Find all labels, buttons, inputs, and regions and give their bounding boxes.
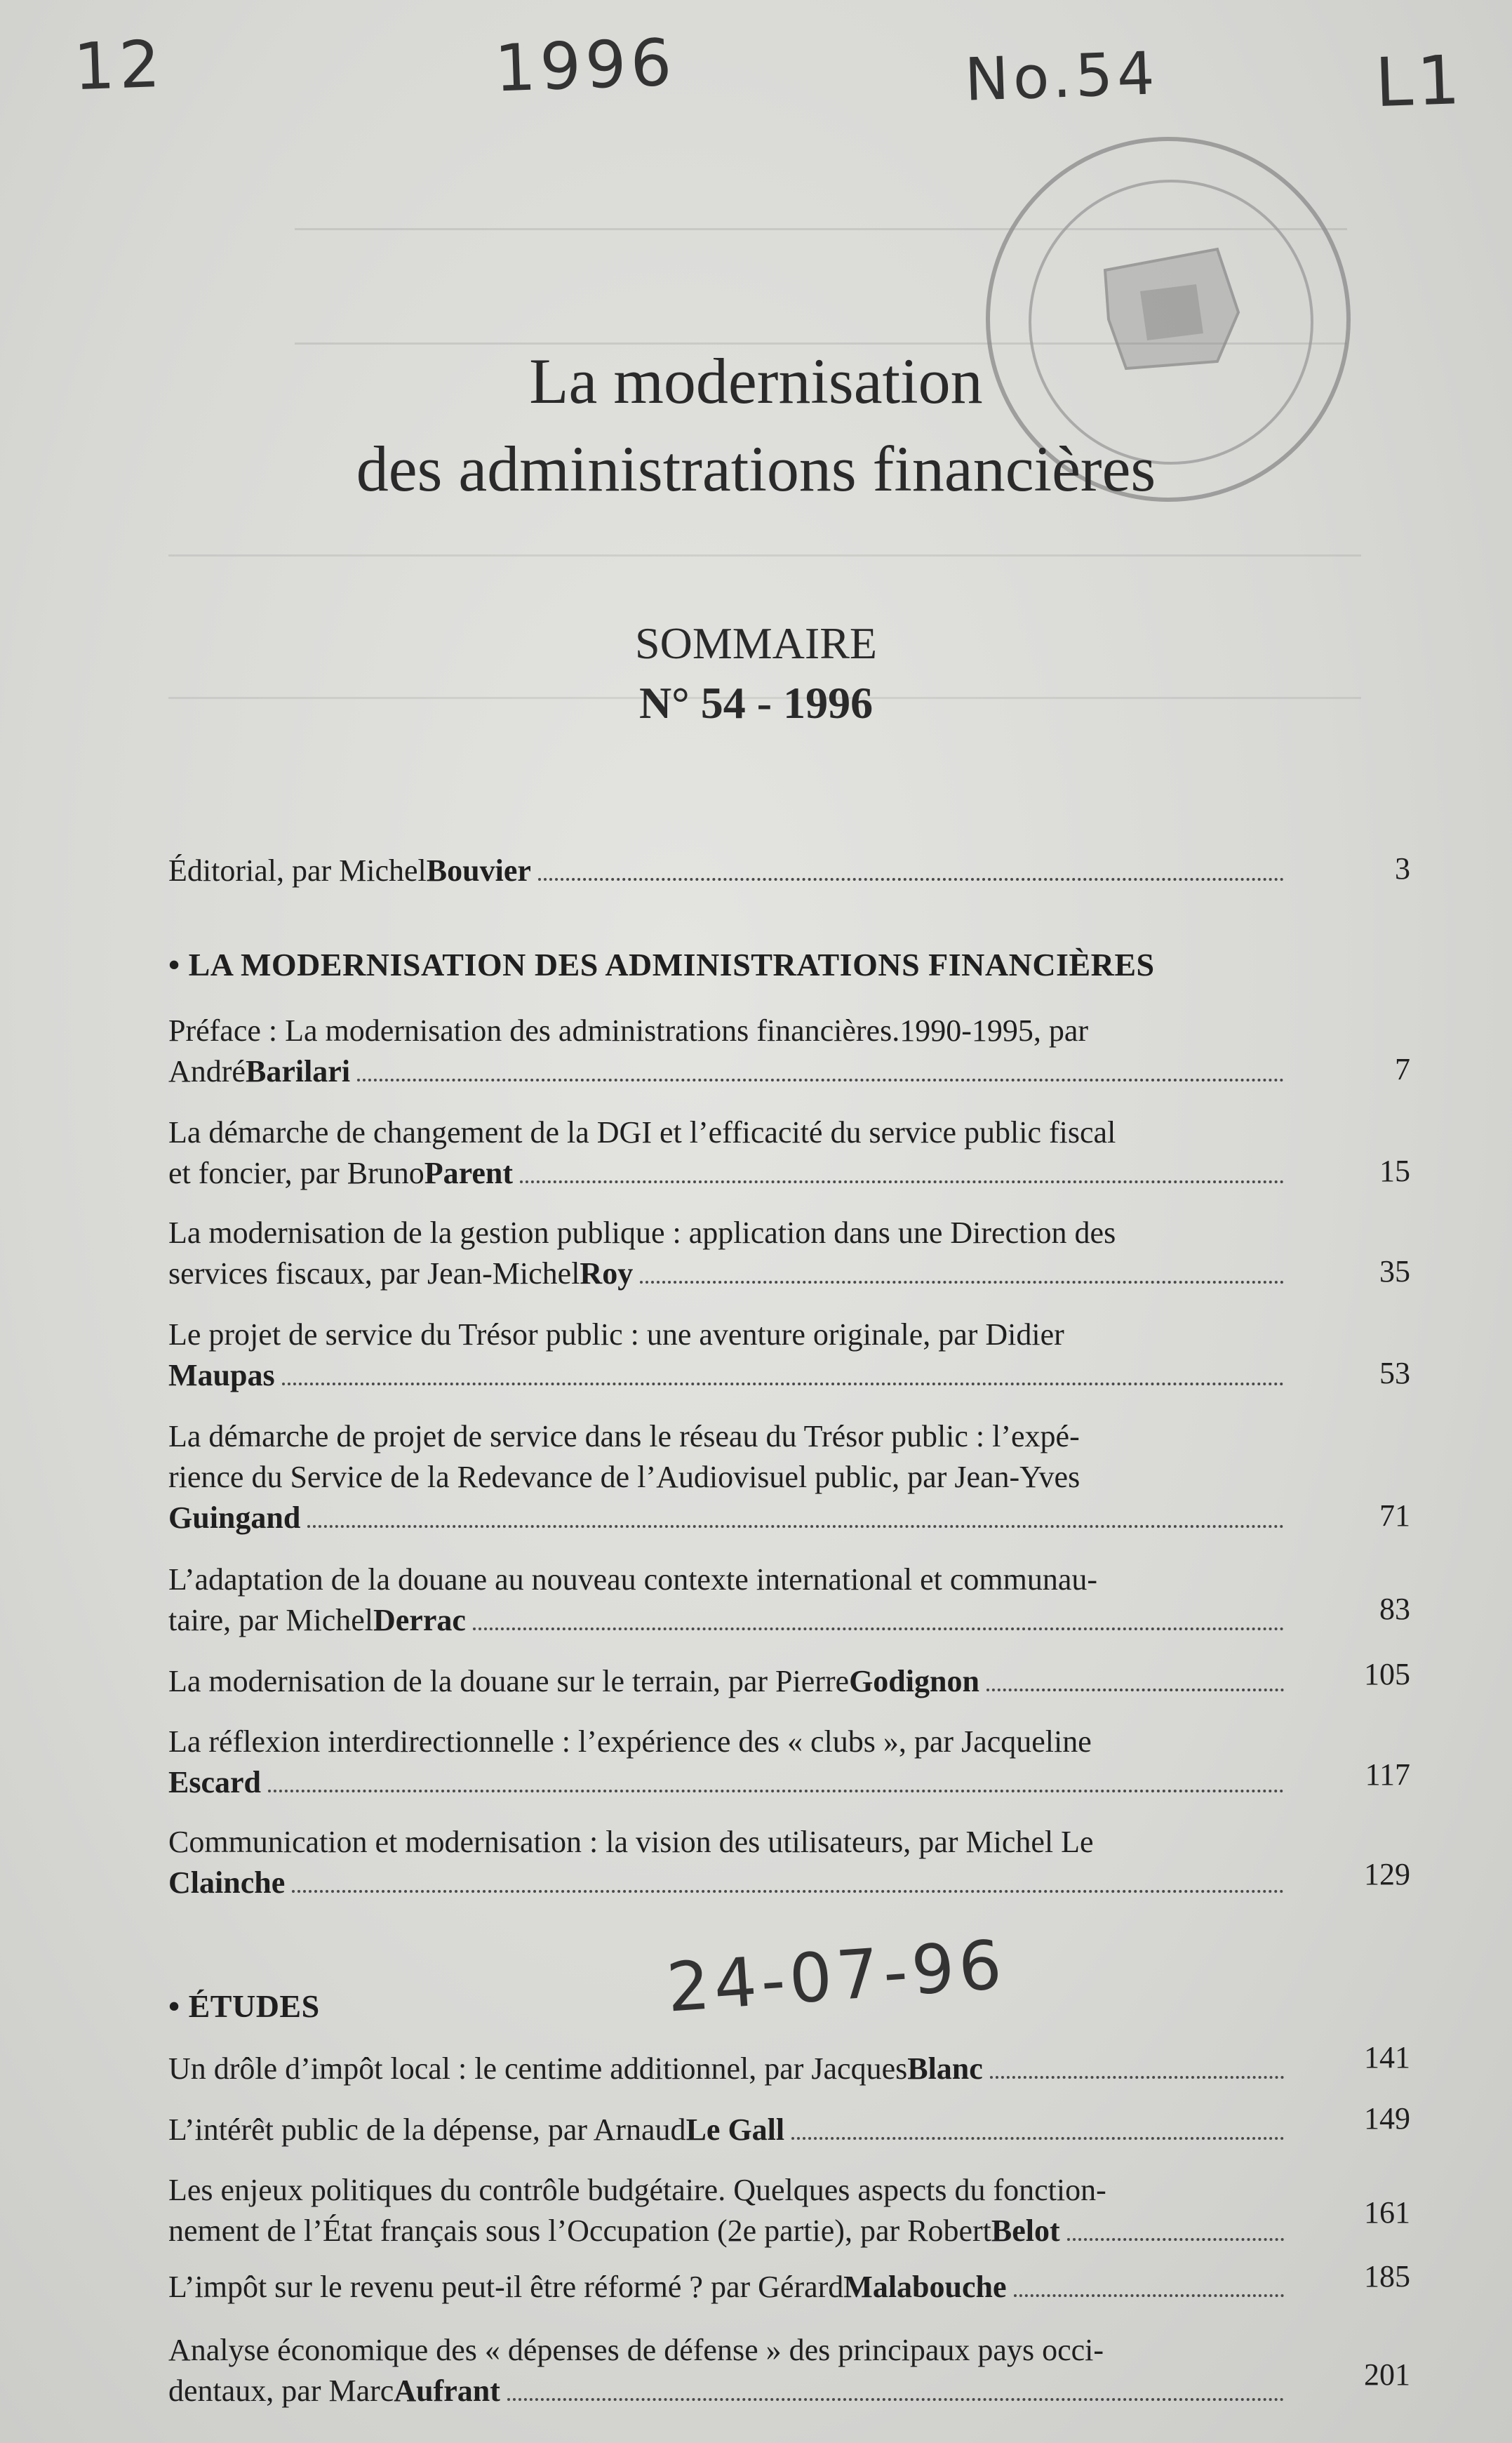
entry-line2: services fiscaux, par Jean-Michel — [168, 1256, 580, 1291]
entry-line2: La modernisation de la douane sur le terrain, par Pierre — [168, 1664, 850, 1698]
entry-line2: taire, par Michel — [168, 1603, 373, 1637]
page-number: 129 — [1364, 1857, 1410, 1891]
leader-dots — [307, 1525, 1284, 1528]
entry-author: Maupas — [168, 1358, 275, 1392]
sommaire-heading: SOMMAIRE — [635, 618, 877, 668]
entry-line2: L’intérêt public de la dépense, par Arnaud — [168, 2112, 686, 2147]
toc-entry — [168, 2330, 1291, 2411]
section-heading-etudes: • ÉTUDES — [168, 1988, 320, 2024]
toc-entry — [168, 2267, 1291, 2308]
toc-entry — [168, 1559, 1291, 1641]
entry-author: Barilari — [245, 1054, 351, 1089]
page-number: 141 — [1364, 2040, 1410, 2075]
handwritten-date: 24-07-96 — [664, 1925, 1009, 2028]
leader-dots — [292, 1890, 1284, 1893]
entry-author: Escard — [168, 1765, 261, 1799]
entry-line1: La démarche de projet de service dans le réseau du Trésor public : l’expé- — [168, 1419, 1080, 1453]
leader-dots — [990, 2076, 1284, 2079]
handwritten-mark: L1 — [1374, 40, 1466, 123]
entry-author: Godignon — [849, 1664, 979, 1698]
entry-author: Bouvier — [426, 853, 531, 888]
entry-author: Derrac — [373, 1603, 466, 1637]
leader-dots — [1067, 2238, 1284, 2241]
toc-entry — [168, 1314, 1291, 1396]
page-title-line1: La modernisation — [529, 345, 983, 417]
entry-line2: L’impôt sur le revenu peut-il être réformé ? par Gérard — [168, 2270, 844, 2304]
toc-entry — [168, 1722, 1291, 1803]
leader-dots — [282, 1383, 1284, 1385]
entry-author: Malabouche — [843, 2270, 1007, 2304]
toc-entry — [168, 2049, 1291, 2089]
toc-entry — [168, 1213, 1291, 1294]
page-number: 201 — [1364, 2357, 1410, 2392]
entry-line1: Le projet de service du Trésor public : une aventure originale, par Didier — [168, 1317, 1064, 1352]
entry-author: Belot — [991, 2214, 1060, 2248]
toc-entry-editorial — [168, 851, 1291, 891]
page-number: 35 — [1379, 1254, 1410, 1289]
entry-line2: André — [168, 1054, 246, 1089]
section-heading-modernisation: • LA MODERNISATION DES ADMINISTRATIONS FINANCIÈRES — [168, 947, 1155, 983]
toc-entry — [168, 1112, 1291, 1194]
entry-line2: et foncier, par Bruno — [168, 1156, 424, 1190]
leader-dots — [473, 1627, 1284, 1630]
entry-author: Clainche — [168, 1865, 286, 1900]
entry-line1: Préface : La modernisation des administrations financières.1990-1995, par — [168, 1013, 1089, 1048]
page-number: 3 — [1395, 851, 1410, 886]
leader-dots — [357, 1079, 1284, 1081]
entry-author: Parent — [424, 1156, 514, 1190]
leader-dots — [640, 1281, 1284, 1284]
entry-line1: L’adaptation de la douane au nouveau contexte international et communau- — [168, 1562, 1097, 1597]
toc-entry — [168, 1416, 1291, 1538]
leader-dots — [520, 1180, 1284, 1183]
page-number: 149 — [1364, 2101, 1410, 2136]
page-number: 15 — [1379, 1154, 1410, 1188]
handwritten-number: 12 — [72, 26, 166, 105]
page-number: 83 — [1379, 1592, 1410, 1626]
page-number: 53 — [1379, 1356, 1410, 1390]
handwritten-year: 1996 — [493, 25, 677, 107]
entry-line1: La modernisation de la gestion publique : application dans une Direction des — [168, 1216, 1116, 1250]
toc-entry — [168, 1011, 1291, 1092]
entry-line1: La réflexion interdirectionnelle : l’expérience des « clubs », par Jacqueline — [168, 1724, 1092, 1759]
toc-entry — [168, 2110, 1291, 2150]
toc-entry — [168, 2170, 1291, 2251]
leader-dots — [1014, 2294, 1284, 2297]
issue-number: N° 54 - 1996 — [638, 678, 874, 728]
leader-dots — [791, 2137, 1284, 2140]
leader-dots — [986, 1689, 1284, 1691]
leader-dots — [538, 878, 1284, 881]
page-number: 185 — [1364, 2259, 1410, 2294]
entry-text: Éditorial, par Michel — [168, 853, 427, 888]
toc-entry — [168, 1822, 1291, 1903]
page-number: 7 — [1395, 1052, 1410, 1086]
page-number: 117 — [1365, 1757, 1410, 1792]
entry-author: Le Gall — [685, 2112, 785, 2147]
page-number: 161 — [1364, 2195, 1410, 2230]
entry-author: Roy — [580, 1256, 634, 1291]
entry-line1: Les enjeux politiques du contrôle budgétaire. Quelques aspects du fonction- — [168, 2173, 1106, 2207]
entry-line2: Un drôle d’impôt local : le centime additionnel, par Jacques — [168, 2051, 908, 2086]
leader-dots — [507, 2398, 1284, 2401]
leader-dots — [268, 1790, 1284, 1792]
entry-author: Guingand — [168, 1500, 301, 1535]
entry-line2: dentaux, par Marc — [168, 2374, 394, 2408]
entry-line1: Communication et modernisation : la vision des utilisateurs, par Michel Le — [168, 1825, 1094, 1859]
entry-line1b: rience du Service de la Redevance de l’Audiovisuel public, par Jean-Yves — [168, 1460, 1081, 1494]
entry-author: Aufrant — [394, 2374, 500, 2408]
entry-line2: nement de l’État français sous l’Occupation (2e partie), par Robert — [168, 2214, 991, 2248]
entry-author: Blanc — [907, 2051, 983, 2086]
entry-line1: Analyse économique des « dépenses de défense » des principaux pays occi- — [168, 2333, 1104, 2367]
page-number: 71 — [1379, 1498, 1410, 1533]
entry-line1: La démarche de changement de la DGI et l’efficacité du service public fiscal — [168, 1115, 1116, 1150]
page-number: 105 — [1364, 1657, 1410, 1691]
page-title-line2: des administrations financières — [356, 433, 1156, 505]
toc-entry — [168, 1661, 1291, 1702]
handwritten-issue: No.54 — [963, 39, 1160, 114]
